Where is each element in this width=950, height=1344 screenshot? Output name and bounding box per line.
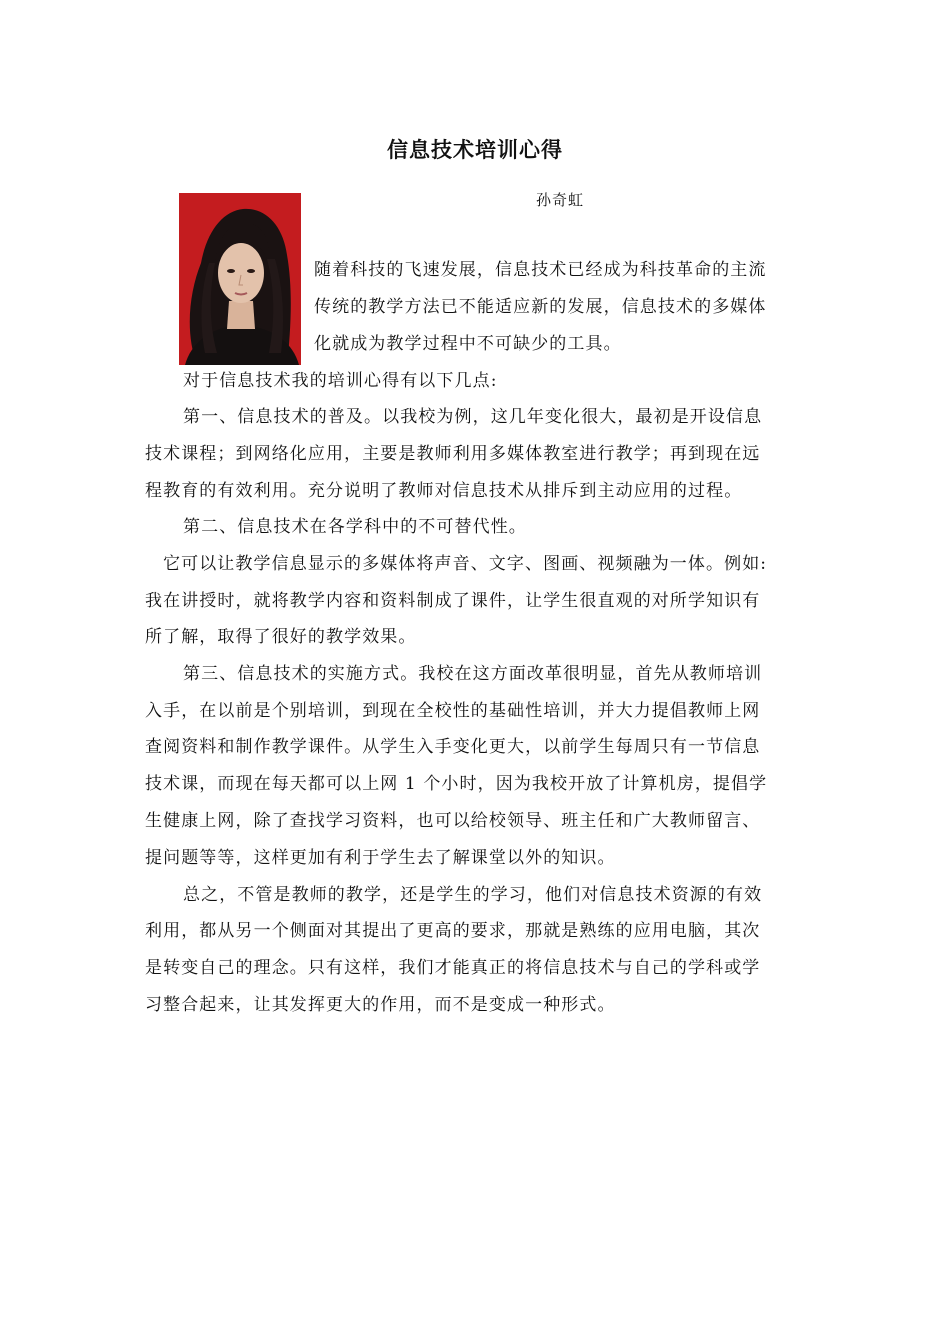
paragraph-line: 入手，在以前是个别培训，到现在全校性的基础性培训，并大力提倡教师上网	[145, 701, 761, 721]
paragraph-line: 程教育的有效利用。充分说明了教师对信息技术从排斥到主动应用的过程。	[145, 481, 743, 501]
paragraph-line: 第三、信息技术的实施方式。我校在这方面改革很明显，首先从教师培训	[183, 664, 763, 684]
paragraph-line: 传统的教学方法已不能适应新的发展，信息技术的多媒体	[314, 297, 767, 317]
paragraph-line: 随着科技的飞速发展，信息技术已经成为科技革命的主流	[314, 260, 767, 280]
paragraph-line: 利用，都从另一个侧面对其提出了更高的要求，那就是熟练的应用电脑，其次	[145, 921, 761, 941]
paragraph-line: 技术课，而现在每天都可以上网 1 个小时，因为我校开放了计算机房，提倡学	[145, 774, 768, 794]
document-title: 信息技术培训心得	[387, 137, 563, 162]
author-name: 孙奇虹	[536, 191, 585, 209]
paragraph-line: 是转变自己的理念。只有这样，我们才能真正的将信息技术与自己的学科或学	[145, 958, 761, 978]
paragraph-line: 技术课程；到网络化应用，主要是教师利用多媒体教室进行教学；再到现在远	[145, 444, 761, 464]
paragraph-line: 第二、信息技术在各学科中的不可替代性。	[183, 517, 527, 537]
paragraph-line: 它可以让教学信息显示的多媒体将声音、文字、图画、视频融为一体。例如:	[163, 554, 768, 574]
paragraph-line: 总之，不管是教师的教学，还是学生的学习，他们对信息技术资源的有效	[183, 885, 763, 905]
author-portrait-photo	[179, 193, 301, 365]
paragraph-line: 习整合起来，让其发挥更大的作用，而不是变成一种形式。	[145, 995, 616, 1015]
paragraph-line: 生健康上网，除了查找学习资料，也可以给校领导、班主任和广大教师留言、	[145, 811, 761, 831]
paragraph-line: 提问题等等，这样更加有利于学生去了解课堂以外的知识。	[145, 848, 616, 868]
paragraph-line: 所了解，取得了很好的教学效果。	[145, 627, 417, 647]
paragraph-line: 化就成为教学过程中不可缺少的工具。	[314, 334, 622, 354]
paragraph-line: 第一、信息技术的普及。以我校为例，这几年变化很大，最初是开设信息	[183, 407, 763, 427]
paragraph-line: 对于信息技术我的培训心得有以下几点:	[183, 371, 498, 391]
paragraph-line: 我在讲授时，就将教学内容和资料制成了课件，让学生很直观的对所学知识有	[145, 591, 761, 611]
paragraph-line: 查阅资料和制作教学课件。从学生入手变化更大，以前学生每周只有一节信息	[145, 737, 761, 757]
